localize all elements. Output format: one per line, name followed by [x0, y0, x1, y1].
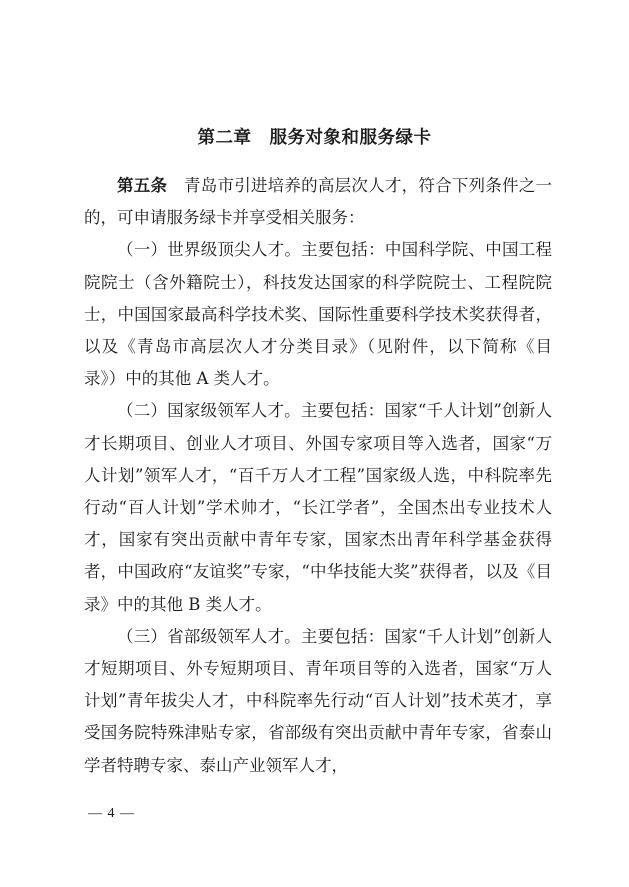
- page-number: — 4 —: [88, 806, 135, 821]
- item-2-paragraph: （二）国家级领军人才。主要包括：国家“千人计划”创新人才长期项目、创业人才项目、外国专家项目等入选者，国家“万人计划”领军人才，“百千万人才工程”国家级人选，中科院率先行动“百人计划”学术帅才，“长江学者”，全国杰出专业技术人才，国家有突出贡献中青年专家，国家杰出青年科学基金获得者，中国政府“友谊奖”专家，“中华技能大奖”获得者，以及《目录》中的其他 B 类人才。: [84, 401, 552, 614]
- article-text: 青岛市引进培养的高层次人才，符合下列条件之一的，可申请服务绿卡并享受相关服务：: [84, 176, 553, 228]
- article-5-paragraph: [84, 170, 552, 234]
- chapter-title: 第二章 服务对象和服务绿卡: [197, 128, 432, 148]
- item-1-paragraph: （一）世界级顶尖人才。主要包括：中国科学院、中国工程院院士（含外籍院士），科技发达国家的科学院院士、工程院院士，中国国家最高科学技术奖、国际性重要科学技术奖获得者，以及《青岛市高层次人才分类目录》（见附件，以下简称《目录》）中的其他 A 类人才。: [84, 240, 552, 389]
- document-body: [84, 170, 552, 782]
- item-3-paragraph: （三）省部级领军人才。主要包括：国家“千人计划”创新人才短期项目、外专短期项目、青年项目等的入选者，国家“万人计划”青年拔尖人才，中科院率先行动“百人计划”技术英才，享受国务院特殊津贴专家，省部级有突出贡献中青年专家，省泰山学者特聘专家、泰山产业领军人才，: [84, 626, 552, 775]
- article-label: 第五条: [117, 176, 168, 195]
